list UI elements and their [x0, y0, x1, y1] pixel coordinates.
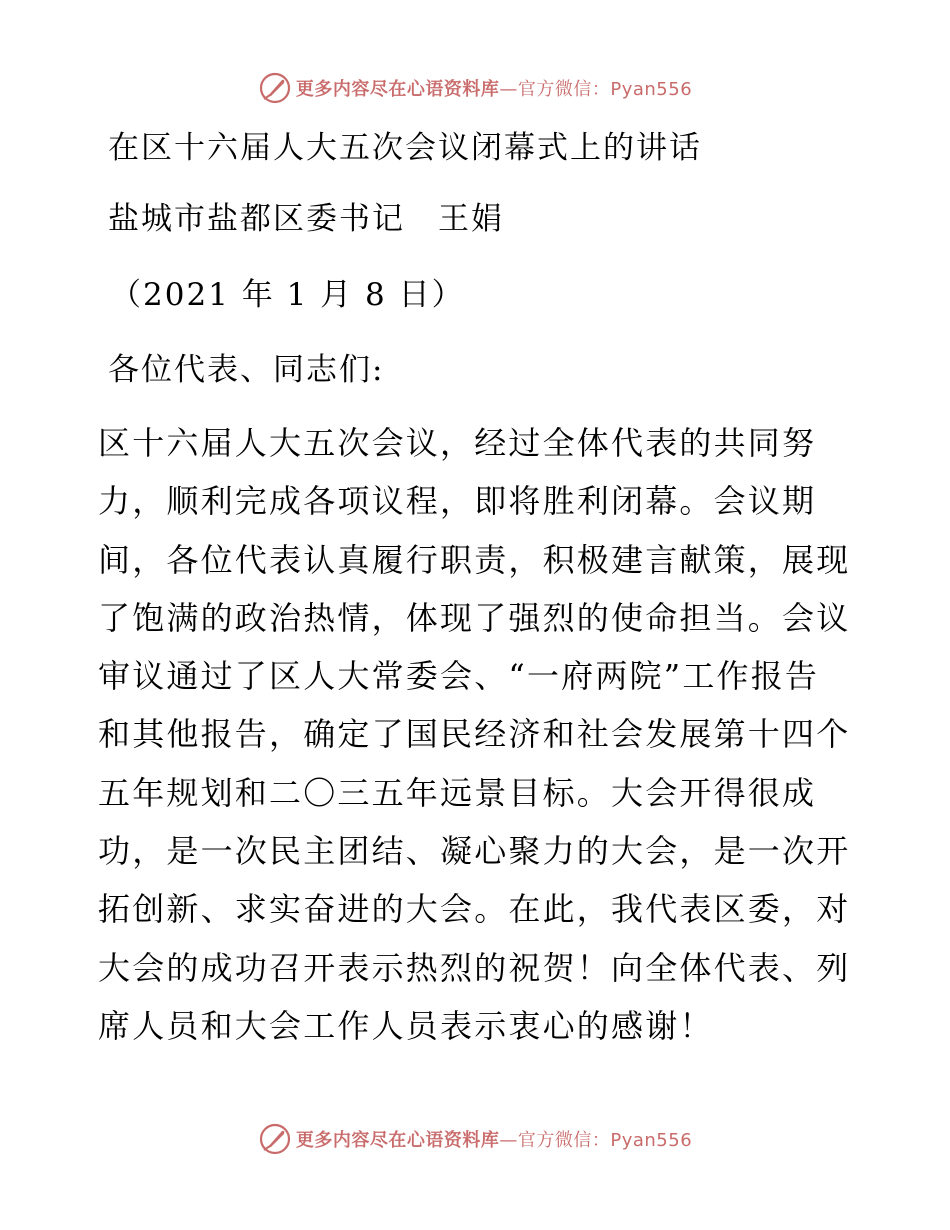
- body-line: 拓创新、求实奋进的大会。在此，我代表区委，对: [98, 890, 851, 929]
- body-line: 功，是一次民主团结、凝心聚力的大会，是一次开: [98, 832, 851, 871]
- document-body: [98, 414, 858, 1055]
- document-date: （2021 年 1 月 8 日）: [110, 277, 465, 313]
- footer-watermark: [0, 1119, 950, 1159]
- body-line: 了饱满的政治热情，体现了强烈的使命担当。会议: [98, 598, 851, 637]
- feather-pen-icon: [258, 1122, 292, 1156]
- body-line: 区十六届人大五次会议，经过全体代表的共同努: [98, 424, 817, 462]
- watermark-main-text: 更多内容尽在心语资料库: [295, 79, 500, 100]
- document-title: 在区十六届人大五次会议闭幕式上的讲话: [108, 130, 702, 166]
- watermark-separator: —: [499, 79, 518, 100]
- watermark-account: Pyan556: [610, 1130, 693, 1151]
- body-line: 席人员和大会工作人员表示衷心的感谢！: [98, 1006, 714, 1045]
- feather-pen-icon: [258, 71, 292, 105]
- watermark-text: [296, 1126, 692, 1152]
- body-line: 大会的成功召开表示热烈的祝贺！向全体代表、列: [98, 948, 851, 987]
- watermark-official-label: 官方微信：: [517, 1130, 611, 1151]
- body-line: 间，各位代表认真履行职责，积极建言献策，展现: [98, 540, 851, 579]
- body-line: 和其他报告，确定了国民经济和社会发展第十四个: [98, 715, 851, 754]
- watermark-official-label: 官方微信：: [517, 79, 611, 100]
- watermark-separator: —: [499, 1130, 518, 1151]
- watermark-text: [296, 75, 692, 101]
- body-line: 审议通过了区人大常委会、“一府两院”工作报告: [98, 657, 820, 696]
- watermark-account: Pyan556: [610, 79, 693, 100]
- body-line: 五年规划和二〇三五年远景目标。大会开得很成: [98, 773, 817, 812]
- body-line: 力，顺利完成各项议程，即将胜利闭幕。会议期: [98, 482, 817, 521]
- document-salutation: 各位代表、同志们:: [108, 352, 385, 388]
- watermark-main-text: 更多内容尽在心语资料库: [295, 1130, 500, 1151]
- header-watermark: [0, 68, 950, 108]
- document-author: 盐城市盐都区委书记 王娟: [108, 201, 504, 237]
